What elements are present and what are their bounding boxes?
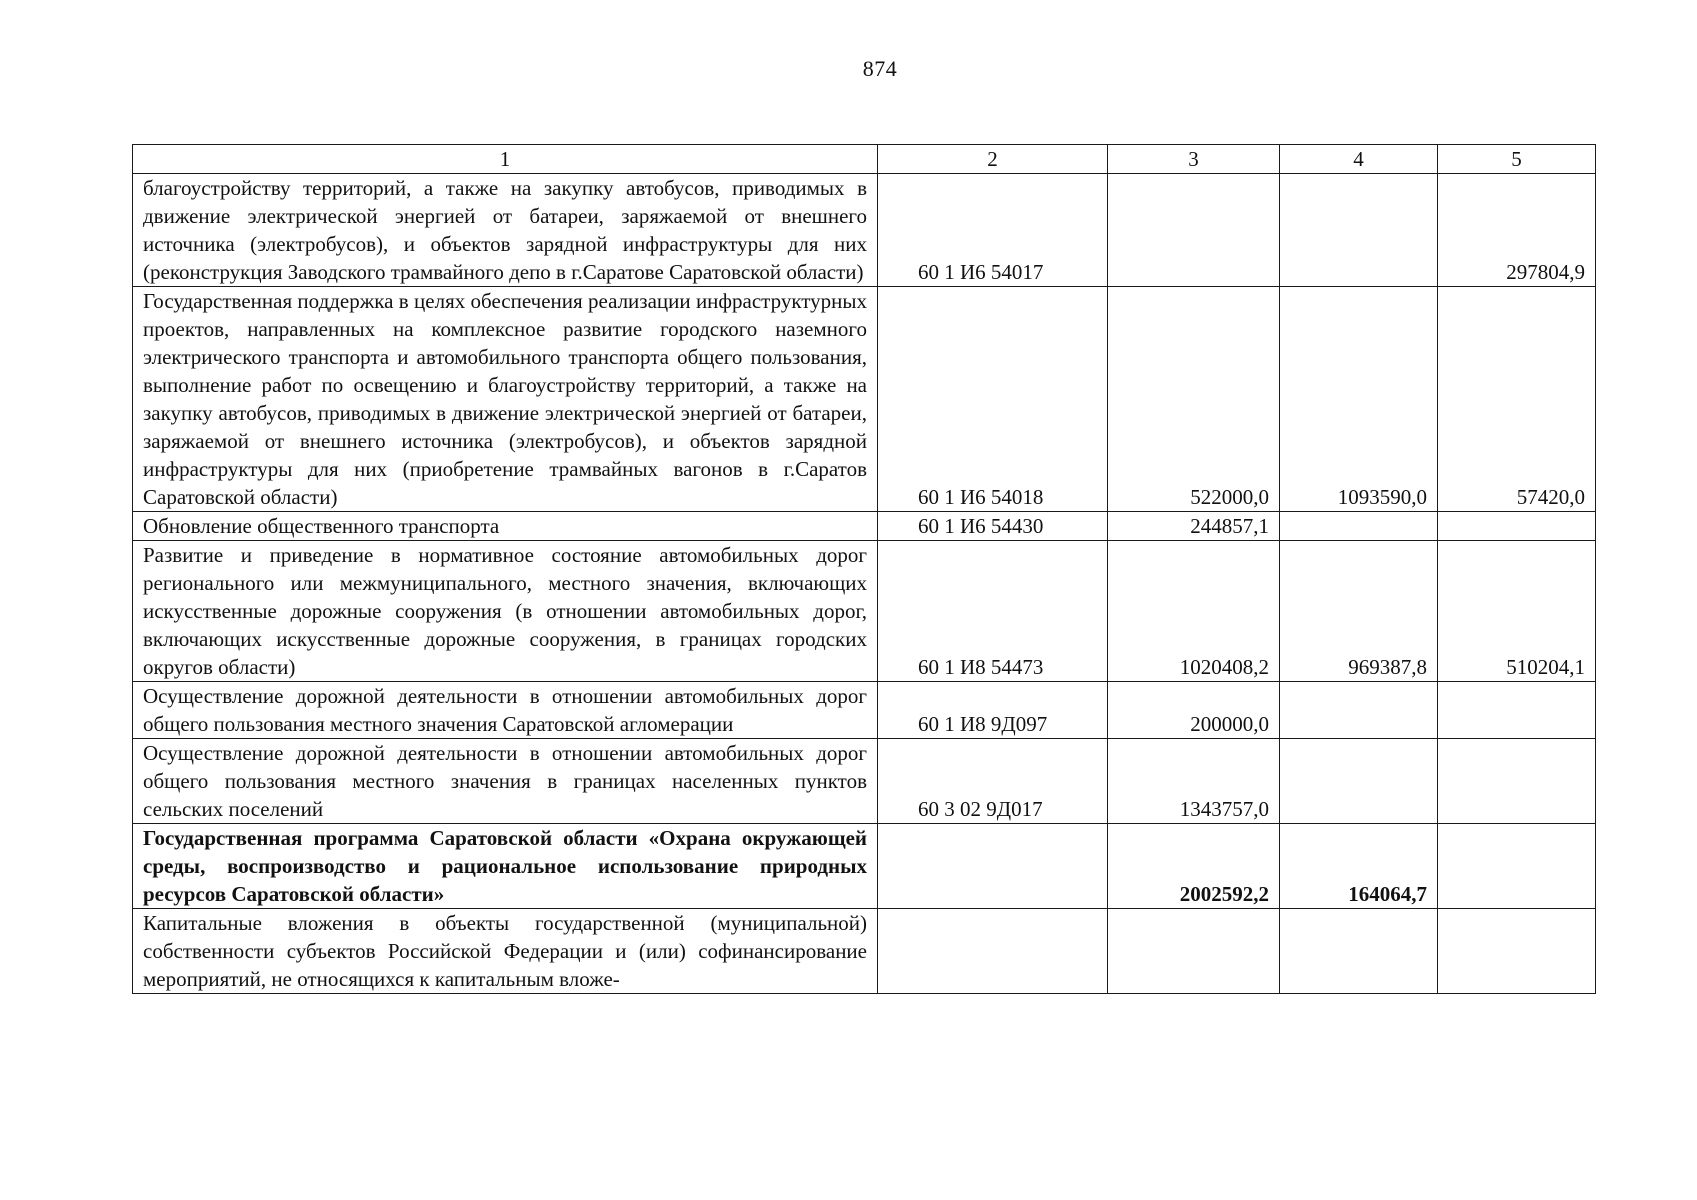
row-name: Капитальные вложения в объекты государственной (муниципальной) собственности субъектов Российской Федерации и (или) софинансирование мероприятий, не относящихся к капитальным вложе- — [133, 909, 878, 994]
column-header-2: 2 — [878, 145, 1108, 174]
column-header-5: 5 — [1438, 145, 1596, 174]
table-row-program-total — [133, 824, 1596, 909]
column-header-3: 3 — [1108, 145, 1280, 174]
row-value-col3: 200000,0 — [1108, 682, 1280, 739]
row-name: благоустройству территорий, а также на закупку автобусов, приводимых в движение электрической энергией от батареи, заряжаемой от внешнего источника (электробусов), и объектов зарядной инфраструктуры для них (реконструкция Заводского трамвайного депо в г.Саратове Саратовской области) — [133, 174, 878, 287]
table-body — [133, 174, 1596, 994]
column-header-1: 1 — [133, 145, 878, 174]
table-row — [133, 174, 1596, 287]
row-value-col4 — [1280, 909, 1438, 994]
row-value-col3: 522000,0 — [1108, 287, 1280, 512]
row-code: 60 1 И8 54473 — [878, 541, 1108, 682]
row-value-col3 — [1108, 909, 1280, 994]
row-value-col3: 1343757,0 — [1108, 739, 1280, 824]
row-name: Государственная поддержка в целях обеспечения реализации инфраструктурных проектов, направленных на комплексное развитие городского наземного электрического транспорта и автомобильного транспорта общего пользования, выполнение работ по освещению и благоустройству территорий, а также на закупку автобусов, приводимых в движение электрической энергией от батареи, заряжаемой от внешнего источника (электробусов), и объектов зарядной инфраструктуры для них (приобретение трамвайных вагонов в г.Саратов Саратовской области) — [133, 287, 878, 512]
row-value-col5 — [1438, 824, 1596, 909]
row-value-col3 — [1108, 174, 1280, 287]
header-row — [133, 145, 1596, 174]
row-value-col5: 297804,9 — [1438, 174, 1596, 287]
row-code: 60 1 И8 9Д097 — [878, 682, 1108, 739]
row-value-col4: 1093590,0 — [1280, 287, 1438, 512]
budget-table — [132, 144, 1596, 994]
table-row — [133, 287, 1596, 512]
row-code — [878, 909, 1108, 994]
table-row — [133, 682, 1596, 739]
row-value-col5: 57420,0 — [1438, 287, 1596, 512]
row-name: Осуществление дорожной деятельности в отношении автомобильных дорог общего пользования местного значения Саратовской агломерации — [133, 682, 878, 739]
table-row — [133, 541, 1596, 682]
row-value-col4 — [1280, 512, 1438, 541]
row-code: 60 1 И6 54430 — [878, 512, 1108, 541]
table-row — [133, 739, 1596, 824]
row-value-col3: 244857,1 — [1108, 512, 1280, 541]
column-header-4: 4 — [1280, 145, 1438, 174]
row-value-col5 — [1438, 909, 1596, 994]
row-name: Обновление общественного транспорта — [133, 512, 878, 541]
row-value-col5 — [1438, 682, 1596, 739]
row-value-col5 — [1438, 739, 1596, 824]
row-name: Развитие и приведение в нормативное состояние автомобильных дорог регионального или межмуниципального, местного значения, включающих искусственные дорожные сооружения (в отношении автомобильных дорог, включающих искусственные дорожные сооружения, в границах городских округов области) — [133, 541, 878, 682]
row-value-col3: 1020408,2 — [1108, 541, 1280, 682]
row-code: 60 1 И6 54018 — [878, 287, 1108, 512]
row-name: Осуществление дорожной деятельности в отношении автомобильных дорог общего пользования местного значения в границах населенных пунктов сельских поселений — [133, 739, 878, 824]
row-value-col4 — [1280, 682, 1438, 739]
row-value-col4: 164064,7 — [1280, 824, 1438, 909]
row-code: 60 1 И6 54017 — [878, 174, 1108, 287]
row-value-col4 — [1280, 174, 1438, 287]
table-row — [133, 512, 1596, 541]
table-row — [133, 909, 1596, 994]
row-value-col3: 2002592,2 — [1108, 824, 1280, 909]
row-code — [878, 824, 1108, 909]
row-code: 60 3 02 9Д017 — [878, 739, 1108, 824]
row-value-col4 — [1280, 739, 1438, 824]
row-name: Государственная программа Саратовской области «Охрана окружающей среды, воспроизводство и рациональное использование природных ресурсов Саратовской области» — [133, 824, 878, 909]
row-value-col4: 969387,8 — [1280, 541, 1438, 682]
page-number: 874 — [862, 56, 898, 81]
row-value-col5: 510204,1 — [1438, 541, 1596, 682]
table-header — [133, 145, 1596, 174]
row-value-col5 — [1438, 512, 1596, 541]
